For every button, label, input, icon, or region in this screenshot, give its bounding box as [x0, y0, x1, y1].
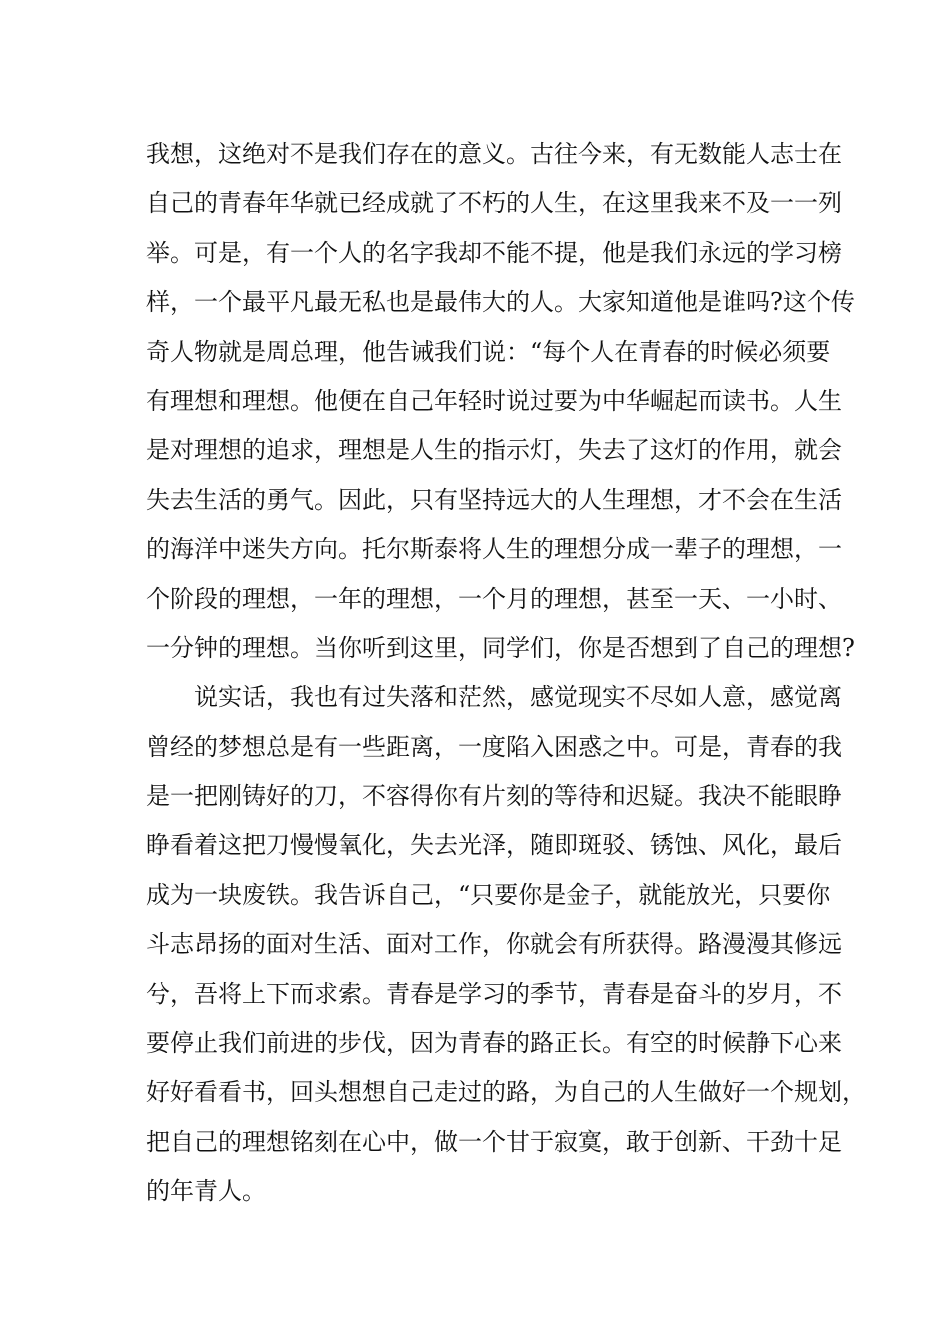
text-line: 把自己的理想铭刻在心中，做一个甘于寂寞，敢于创新、干劲十足: [146, 1127, 842, 1156]
text-line: 是一把刚铸好的刀，不容得你有片刻的等待和迟疑。我决不能眼睁: [146, 782, 842, 811]
text-line: 一分钟的理想。当你听到这里，同学们，你是否想到了自己的理想?: [146, 633, 855, 662]
text-line: 个阶段的理想，一年的理想，一个月的理想，甚至一天、一小时、: [146, 584, 842, 613]
body-text: [146, 130, 866, 1217]
text-line: 成为一块废铁。我告诉自己，“只要你是金子，就能放光，只要你: [146, 880, 831, 909]
text-line: 曾经的梦想总是有一些距离，一度陷入困惑之中。可是，青春的我: [146, 732, 842, 761]
text-line: 是对理想的追求，理想是人生的指示灯，失去了这灯的作用，就会: [146, 436, 842, 465]
text-line: 奇人物就是周总理，他告诫我们说：“每个人在青春的时候必须要: [146, 337, 831, 366]
text-line: 要停止我们前进的步伐，因为青春的路正长。有空的时候静下心来: [146, 1029, 842, 1058]
text-line: 兮，吾将上下而求索。青春是学习的季节，青春是奋斗的岁月，不: [146, 979, 842, 1008]
text-line: 举。可是，有一个人的名字我却不能不提，他是我们永远的学习榜: [146, 238, 842, 267]
text-line: 好好看看书，回头想想自己走过的路，为自己的人生做好一个规划，: [146, 1078, 866, 1107]
text-line: 我想，这绝对不是我们存在的意义。古往今来，有无数能人志士在: [146, 140, 842, 168]
text-line: 斗志昂扬的面对生活、面对工作，你就会有所获得。路漫漫其修远: [146, 930, 842, 959]
text-line: 自己的青春年华就已经成就了不朽的人生，在这里我来不及一一列: [146, 189, 842, 218]
text-line: 睁看着这把刀慢慢氧化，失去光泽，随即斑驳、锈蚀、风化，最后: [146, 831, 842, 860]
paragraph-start-line: 说实话，我也有过失落和茫然，感觉现实不尽如人意，感觉离: [194, 683, 842, 712]
text-line: 的年青人。: [146, 1177, 266, 1206]
text-line: 的海洋中迷失方向。托尔斯泰将人生的理想分成一辈子的理想，一: [146, 535, 842, 564]
text-line: 有理想和理想。他便在自己年轻时说过要为中华崛起而读书。人生: [146, 386, 842, 415]
text-line: 样，一个最平凡最无私也是最伟大的人。大家知道他是谁吗?这个传: [146, 288, 855, 317]
text-line: 失去生活的勇气。因此，只有坚持远大的人生理想，才不会在生活: [146, 485, 842, 514]
